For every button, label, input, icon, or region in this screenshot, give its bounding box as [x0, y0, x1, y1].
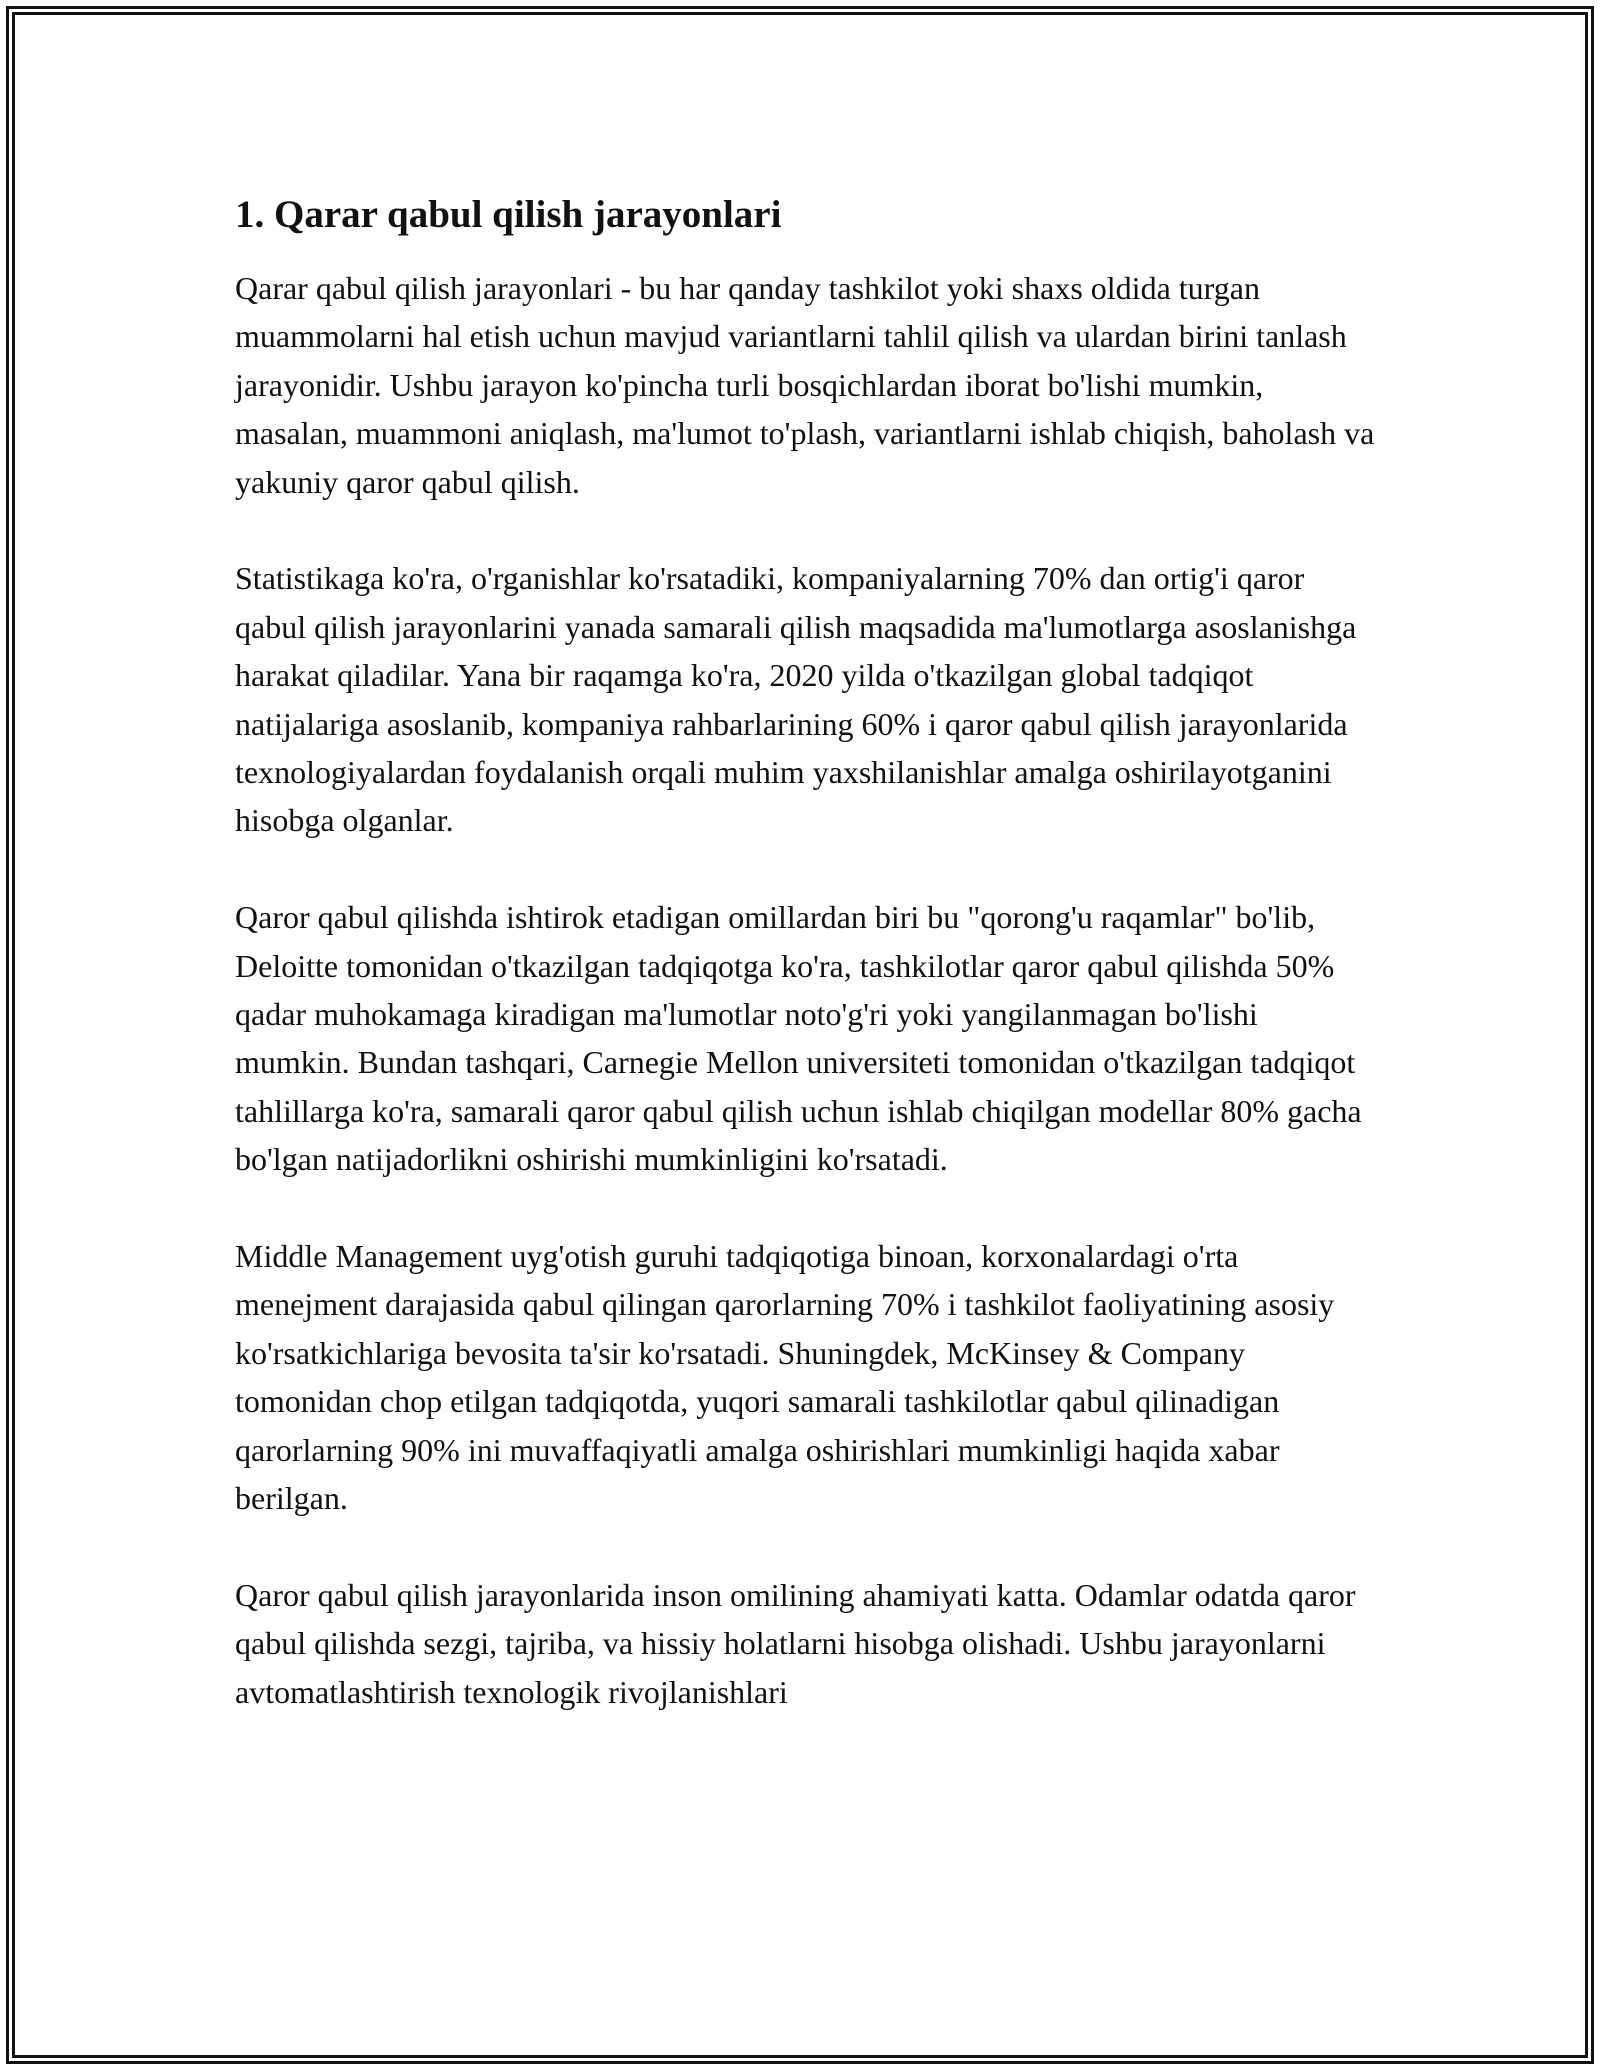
paragraph-definition: Qarar qabul qilish jarayonlari - bu har qanday tashkilot yoki shaxs oldida turgan muammolarni hal etish uchun mavjud variantlarni tahlil qilish va ulardan birini tanlash jarayonidir. Ushbu jarayon ko'pincha turli bosqichlardan iborat bo'lishi mumkin, masalan, muammoni aniqlash, ma'lumot to'plash, variantlarni ishlab chiqish, baholash va yakuniy qaror qabul qilish. — [235, 270, 1375, 500]
paragraph-dark-numbers: Qaror qabul qilishda ishtirok etadigan omillardan biri bu "qorong'u raqamlar" bo'lib, Deloitte tomonidan o'tkazilgan tadqiqotga ko'ra, tashkilotlar qaror qabul qilishda 50% qadar muhokamaga kiradigan ma'lumotlar noto'g'ri yoki yangilanmagan bo'lishi mumkin. Bundan tashqari, Carnegie Mellon universiteti tomonidan o'tkazilgan tadqiqot tahlillarga ko'ra, samarali qaror qabul qilish uchun ishlab chiqilgan modellar 80% gacha bo'lgan natijadorlikni oshirishi mumkinligini ko'rsatadi. — [235, 899, 1362, 1178]
section-heading: 1. Qarar qabul qilish jarayonlari — [235, 193, 782, 236]
paragraph-middle-management: Middle Management uyg'otish guruhi tadqiqotiga binoan, korxonalardagi o'rta menejment darajasida qabul qilingan qarorlarning 70% i tashkilot faoliyatining asosiy ko'rsatkichlariga bevosita ta'sir ko'rsatadi. Shuningdek, McKinsey & Company tomonidan chop etilgan tadqiqotda, yuqori samarali tashkilotlar qabul qilinadigan qarorlarning 90% ini muvaffaqiyatli amalga oshirishlari mumkinligi haqida xabar berilgan. — [235, 1238, 1335, 1517]
paragraph-statistics: Statistikaga ko'ra, o'rganishlar ko'rsatadiki, kompaniyalarning 70% dan ortig'i qaror qabul qilish jarayonlarini yanada samarali qilish maqsadida ma'lumotlarga asoslanishga harakat qiladilar. Yana bir raqamga ko'ra, 2020 yilda o'tkazilgan global tadqiqot natijalariga asoslanib, kompaniya rahbarlarining 60% i qaror qabul qilish jarayonlarida texnologiyalardan foydalanish orqali muhim yaxshilanishlar amalga oshirilayotganini hisobga olganlar. — [235, 560, 1357, 839]
document-page — [235, 188, 1375, 1765]
paragraph-human-factor: Qaror qabul qilish jarayonlarida inson omilining ahamiyati katta. Odamlar odatda qaror qabul qilishda sezgi, tajriba, va hissiy holatlarni hisobga olishadi. Ushbu jarayonlarni avtomatlashtirish texnologik rivojlanishlari — [235, 1576, 1356, 1710]
